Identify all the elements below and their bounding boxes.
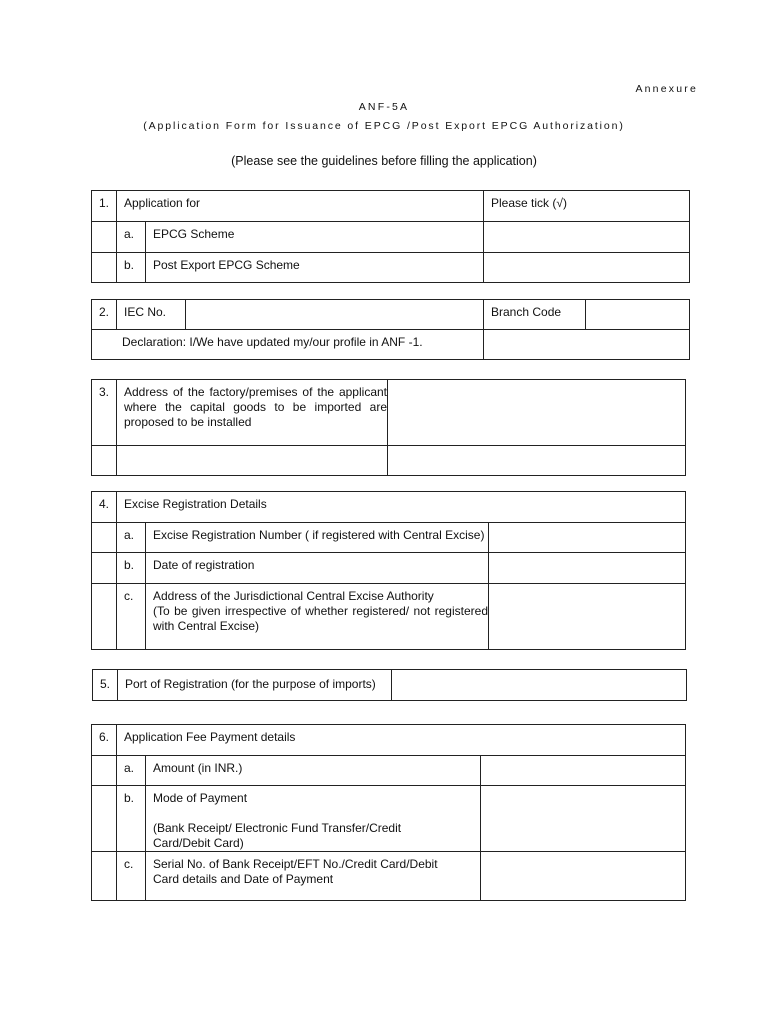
annexure-label: Annexure (635, 83, 698, 95)
section-4-table (91, 491, 686, 650)
jurisdictional-authority-label: Address of the Jurisdictional Central Excise Authority (To be given irrespective of whether registered/ not registered with Central Excise) (146, 584, 489, 650)
item-letter: c. (117, 584, 146, 650)
section-3-table (91, 379, 686, 476)
mode-of-payment-input[interactable] (481, 786, 686, 852)
option-letter: a. (117, 222, 146, 253)
guidelines-note: (Please see the guidelines before filling the application) (231, 154, 537, 168)
option-letter: b. (117, 253, 146, 283)
section-3-number: 3. (92, 380, 117, 446)
form-code: ANF-5A (358, 101, 410, 113)
section-2-table (91, 299, 690, 360)
factory-address-input[interactable] (388, 380, 686, 446)
amount-input[interactable] (481, 756, 686, 786)
factory-address-extra-1[interactable] (117, 446, 388, 476)
registration-date-label: Date of registration (146, 553, 489, 584)
section-5-table (92, 669, 687, 701)
tick-header: Please tick (√) (484, 191, 690, 222)
tick-cell-epcg[interactable] (484, 222, 690, 253)
item-letter: a. (117, 756, 146, 786)
branch-code-input[interactable] (586, 300, 690, 330)
section-2-number: 2. (92, 300, 117, 330)
excise-reg-number-label: Excise Registration Number ( if registered with Central Excise) (146, 523, 489, 553)
declaration-text: Declaration: I/We have updated my/our profile in ANF -1. (92, 330, 484, 360)
section-1-number: 1. (92, 191, 117, 222)
tick-cell-post-export[interactable] (484, 253, 690, 283)
item-letter: b. (117, 786, 146, 852)
mode-of-payment-label: Mode of Payment (Bank Receipt/ Electronic Fund Transfer/Credit Card/Debit Card) (146, 786, 481, 852)
amount-label: Amount (in INR.) (146, 756, 481, 786)
option-epcg-scheme: EPCG Scheme (146, 222, 484, 253)
declaration-input[interactable] (484, 330, 690, 360)
section-4-label: Excise Registration Details (117, 492, 686, 523)
factory-address-label: Address of the factory/premises of the applicant where the capital goods to be imported are proposed to be installed (117, 380, 388, 446)
registration-date-input[interactable] (489, 553, 686, 584)
section-4-number: 4. (92, 492, 117, 523)
factory-address-extra-2[interactable] (388, 446, 686, 476)
iec-input[interactable] (186, 300, 484, 330)
branch-code-label: Branch Code (484, 300, 586, 330)
section-6-table (91, 724, 686, 901)
section-5-number: 5. (93, 670, 118, 701)
iec-label: IEC No. (117, 300, 186, 330)
section-6-number: 6. (92, 725, 117, 756)
form-title: (Application Form for Issuance of EPCG /Post Export EPCG Authorization) (143, 120, 625, 132)
section-1-table (91, 190, 690, 283)
payment-details-input[interactable] (481, 852, 686, 901)
port-of-registration-label: Port of Registration (for the purpose of imports) (118, 670, 392, 701)
section-1-label: Application for (117, 191, 484, 222)
section-6-label: Application Fee Payment details (117, 725, 686, 756)
excise-reg-number-input[interactable] (489, 523, 686, 553)
item-letter: b. (117, 553, 146, 584)
payment-details-label: Serial No. of Bank Receipt/EFT No./Credit Card/Debit Card details and Date of Payment (146, 852, 481, 901)
item-letter: a. (117, 523, 146, 553)
port-of-registration-input[interactable] (392, 670, 687, 701)
jurisdictional-authority-input[interactable] (489, 584, 686, 650)
item-letter: c. (117, 852, 146, 901)
option-post-export-epcg: Post Export EPCG Scheme (146, 253, 484, 283)
